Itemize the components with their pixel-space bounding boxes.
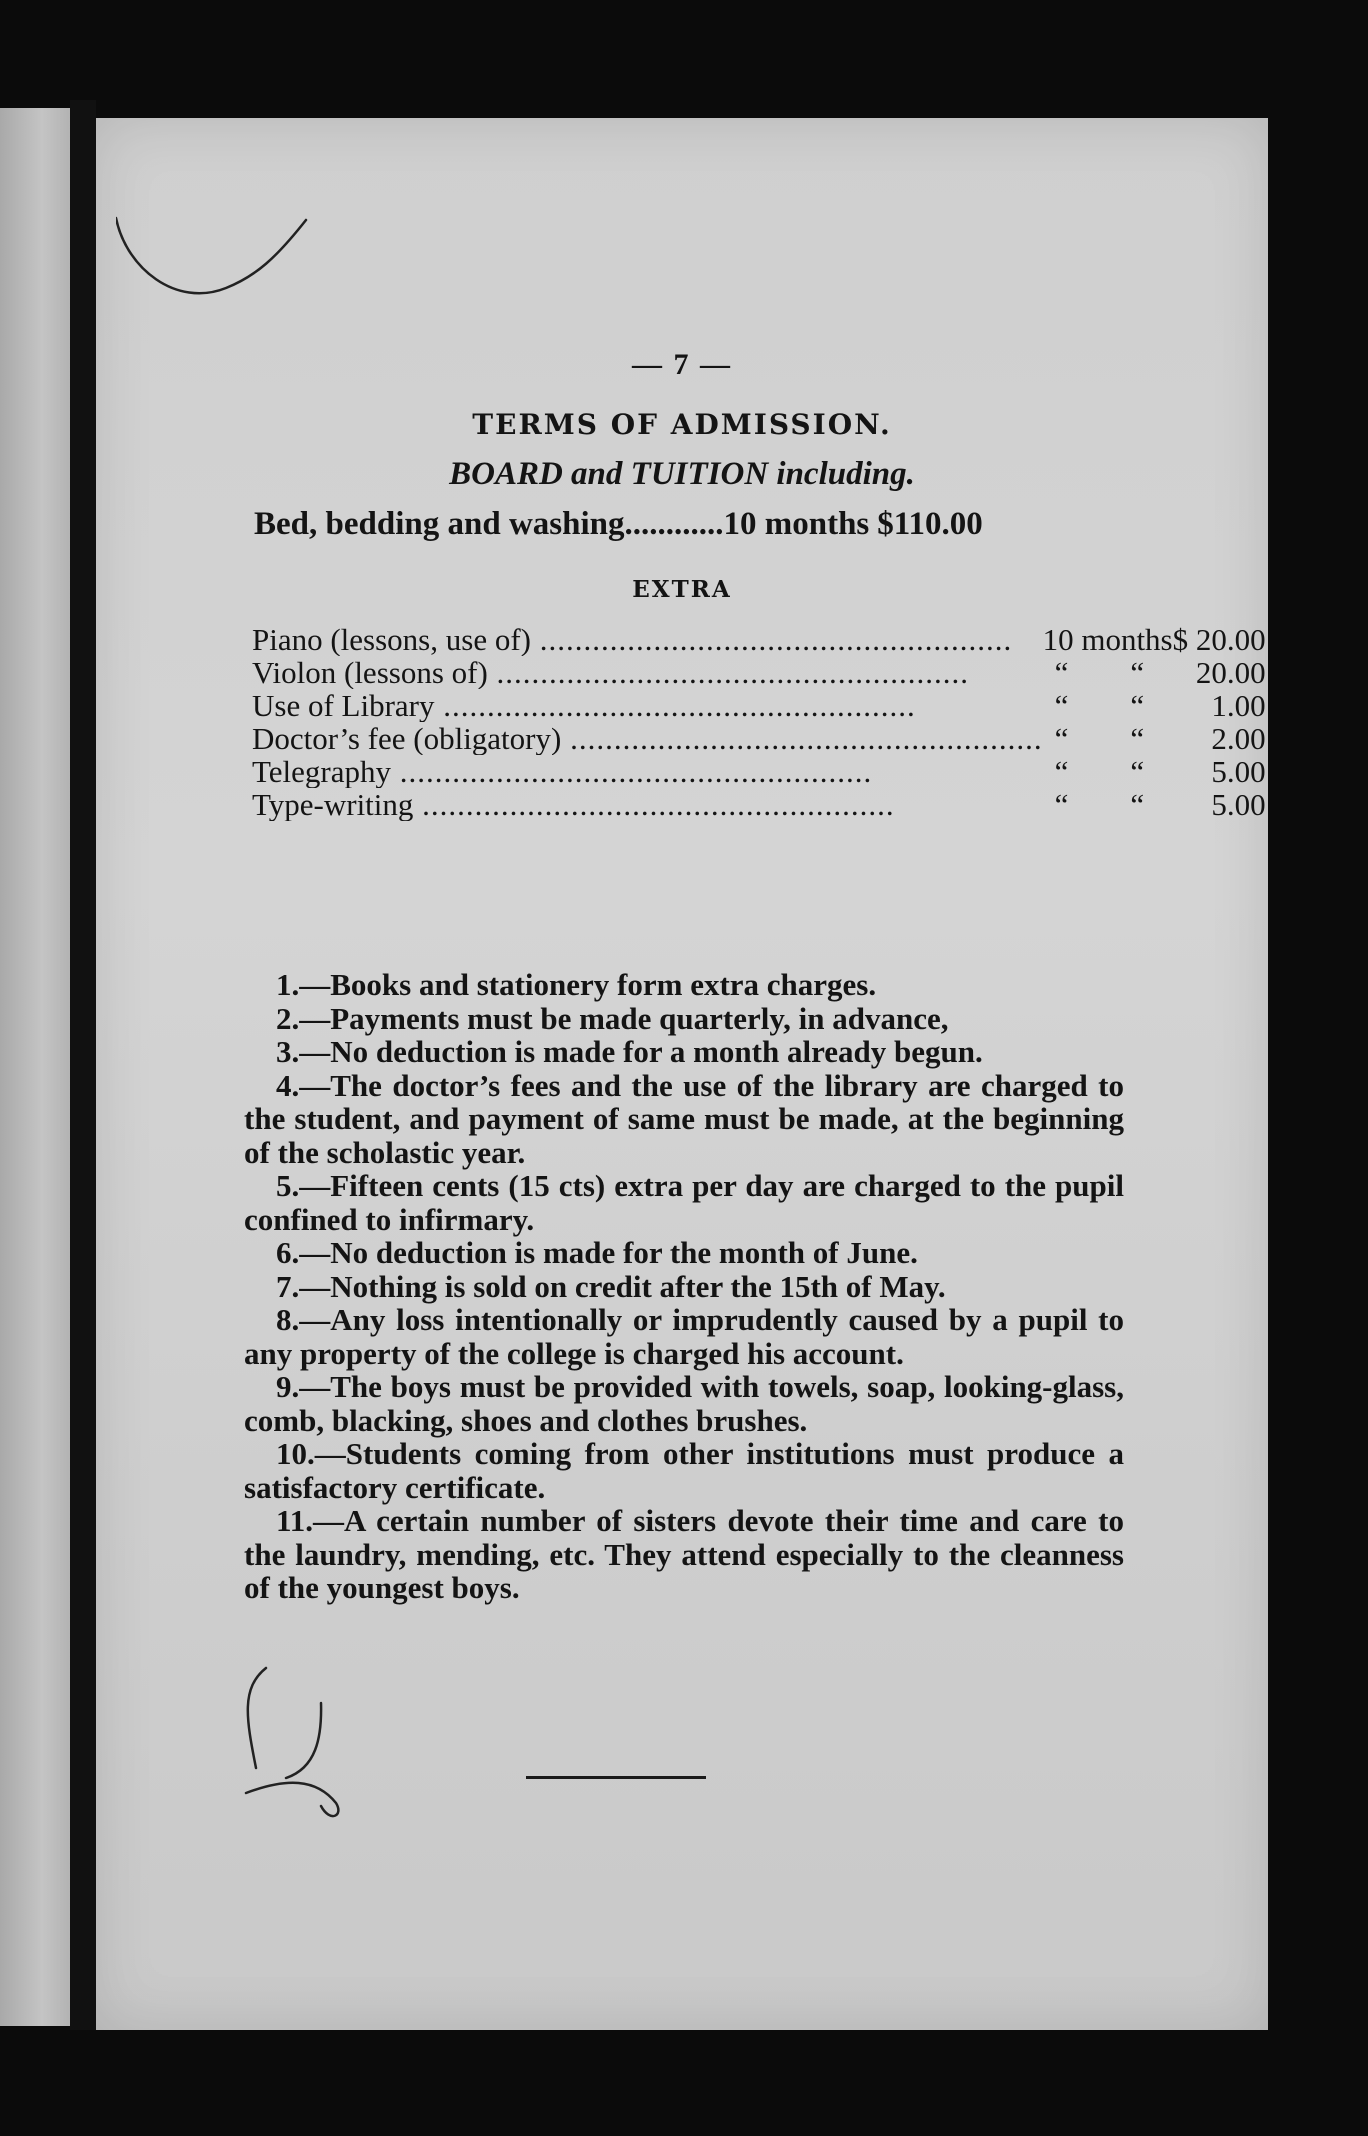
rule-item: 9.—The boys must be provided with towels, soap, looking-glass, comb, blacking, shoes and clothes brushes. [244, 1369, 1124, 1438]
rules-list [244, 968, 1124, 1605]
extra-amount: 1.00 [1211, 688, 1266, 723]
extra-period: “ “ [1054, 754, 1145, 789]
rule-item: 2.—Payments must be made quarterly, in advance, [276, 1000, 949, 1036]
rule-item: 4.—The doctor’s fees and the use of the library are charged to the student, and payment of same must be made, at the beginning of the scholastic year. [244, 1067, 1124, 1170]
rule-item: 6.—No deduction is made for the month of June. [276, 1235, 918, 1270]
table-row [252, 689, 1266, 722]
extra-amount: $ 20.00 [1172, 622, 1266, 657]
pencil-mark-top [116, 158, 316, 338]
board-dots: ............ [624, 506, 724, 542]
extra-period: “ “ [1054, 655, 1145, 690]
section-title: TERMS OF ADMISSION. [472, 408, 892, 441]
extra-amount: 2.00 [1211, 721, 1266, 756]
adjacent-page-edge [0, 108, 70, 2026]
extra-period: “ “ [1054, 688, 1145, 723]
extra-amount: 20.00 [1195, 655, 1266, 690]
board-amount: $110.00 [877, 506, 983, 542]
page-number: — 7 — [632, 348, 732, 381]
extra-item: Piano (lessons, use of) [252, 623, 531, 656]
extra-item: Telegraphy [252, 755, 391, 788]
rule-item: 11.—A certain number of sisters devote their time and care to the laundry, mending, etc. They attend especially to the cleanness of the youngest boys. [244, 1503, 1124, 1605]
extra-heading: EXTRA [632, 576, 732, 603]
extra-period: “ “ [1054, 721, 1145, 756]
extra-item: Doctor’s fee (obligatory) [252, 722, 562, 755]
board-row [254, 506, 1124, 543]
extra-item: Type-writing [252, 788, 414, 821]
table-row [252, 623, 1266, 656]
extra-period: 10 months [1042, 622, 1173, 657]
extra-item: Violon (lessons of) [252, 656, 488, 689]
document-page [96, 118, 1268, 2030]
subtitle: BOARD and TUITION including. [449, 456, 915, 492]
rule-item: 3.—No deduction is made for a month already begun. [276, 1034, 983, 1069]
end-rule-divider [526, 1776, 706, 1779]
rule-item: 10.—Students coming from other institutions must produce a satisfactory certificate. [244, 1436, 1124, 1505]
extra-amount: 5.00 [1211, 754, 1266, 789]
board-period: 10 months [723, 506, 870, 542]
table-row [252, 722, 1266, 755]
rule-item: 8.—Any loss intentionally or imprudently caused by a pupil to any property of the college is charged his account. [244, 1302, 1124, 1371]
pencil-mark-bottom [226, 1658, 426, 1838]
extra-period: “ “ [1054, 787, 1145, 822]
rule-item: 5.—Fifteen cents (15 cts) extra per day are charged to the pupil confined to infirmary. [244, 1168, 1124, 1237]
rule-item: 7.—Nothing is sold on credit after the 15th of May. [276, 1268, 946, 1304]
table-row [252, 755, 1266, 788]
extra-item: Use of Library [252, 689, 435, 722]
extras-table [252, 623, 1266, 821]
board-item: Bed, bedding and washing [254, 506, 625, 542]
table-row [252, 656, 1266, 689]
rule-item: 1.—Books and stationery form extra charges. [276, 967, 877, 1002]
table-row [252, 788, 1266, 821]
extra-amount: 5.00 [1211, 787, 1266, 822]
binding-gutter [70, 100, 96, 2030]
